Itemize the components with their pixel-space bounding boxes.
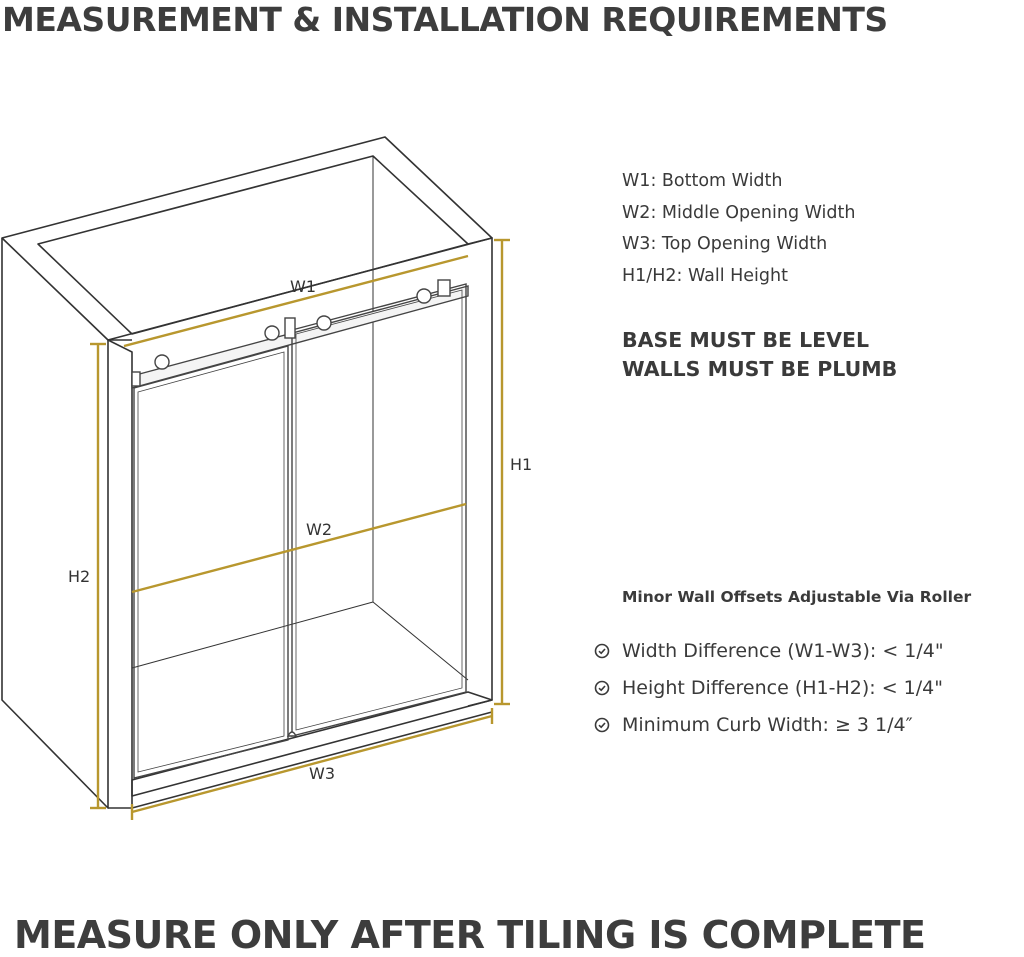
offset-checklist bbox=[594, 632, 944, 743]
w1-label: W1 bbox=[290, 277, 316, 296]
legend-item-w2: W2: Middle Opening Width bbox=[622, 202, 856, 223]
roller-3 bbox=[317, 316, 331, 330]
sliding-doors bbox=[132, 280, 468, 778]
dimension-lines bbox=[90, 240, 510, 820]
left-wall bbox=[2, 238, 108, 808]
checklist-text-height: Height Difference (H1-H2): < 1/4" bbox=[622, 676, 943, 699]
right-glass-inner bbox=[296, 290, 462, 730]
h2-label: H2 bbox=[68, 567, 91, 586]
check-circle-icon bbox=[594, 643, 610, 659]
left-pillar bbox=[108, 340, 132, 808]
roller-4 bbox=[417, 289, 431, 303]
center-guide bbox=[285, 318, 295, 338]
level-requirements bbox=[622, 326, 897, 384]
check-circle-icon bbox=[594, 717, 610, 733]
alcove-outline bbox=[2, 137, 492, 808]
offsets-heading: Minor Wall Offsets Adjustable Via Roller bbox=[622, 588, 972, 606]
walls-plumb-requirement: WALLS MUST BE PLUMB bbox=[622, 357, 898, 381]
page-title: MEASUREMENT & INSTALLATION REQUIREMENTS bbox=[2, 0, 888, 39]
w2-label: W2 bbox=[306, 520, 332, 539]
left-glass-inner bbox=[138, 352, 284, 772]
rail-bracket-left bbox=[132, 372, 140, 386]
checklist-text-curb: Minimum Curb Width: ≥ 3 1/4″ bbox=[622, 713, 913, 736]
top-rail bbox=[132, 286, 468, 388]
checklist-item-width bbox=[594, 632, 944, 669]
checklist-item-curb bbox=[594, 706, 944, 743]
roller-1 bbox=[155, 355, 169, 369]
h1-label: H1 bbox=[510, 455, 533, 474]
legend-item-w1: W1: Bottom Width bbox=[622, 171, 783, 191]
dimension-legend bbox=[622, 166, 855, 292]
footer-title: MEASURE ONLY AFTER TILING IS COMPLETE bbox=[14, 913, 926, 957]
floor-right-line bbox=[373, 602, 468, 680]
legend-item-height: H1/H2: Wall Height bbox=[622, 265, 788, 286]
checklist-item-height bbox=[594, 669, 944, 706]
rail-bracket-right bbox=[438, 280, 450, 296]
check-circle-icon bbox=[594, 680, 610, 696]
bottom-guide bbox=[288, 732, 296, 736]
w3-label: W3 bbox=[309, 764, 335, 783]
roller-2 bbox=[265, 326, 279, 340]
legend-item-w3: W3: Top Opening Width bbox=[622, 234, 828, 254]
right-pillar bbox=[468, 238, 492, 706]
floor-back-line bbox=[132, 602, 373, 668]
base-level-requirement: BASE MUST BE LEVEL bbox=[622, 328, 870, 352]
w2-line bbox=[132, 504, 466, 592]
checklist-text-width: Width Difference (W1-W3): < 1/4" bbox=[622, 639, 944, 662]
left-glass-panel bbox=[134, 346, 288, 778]
